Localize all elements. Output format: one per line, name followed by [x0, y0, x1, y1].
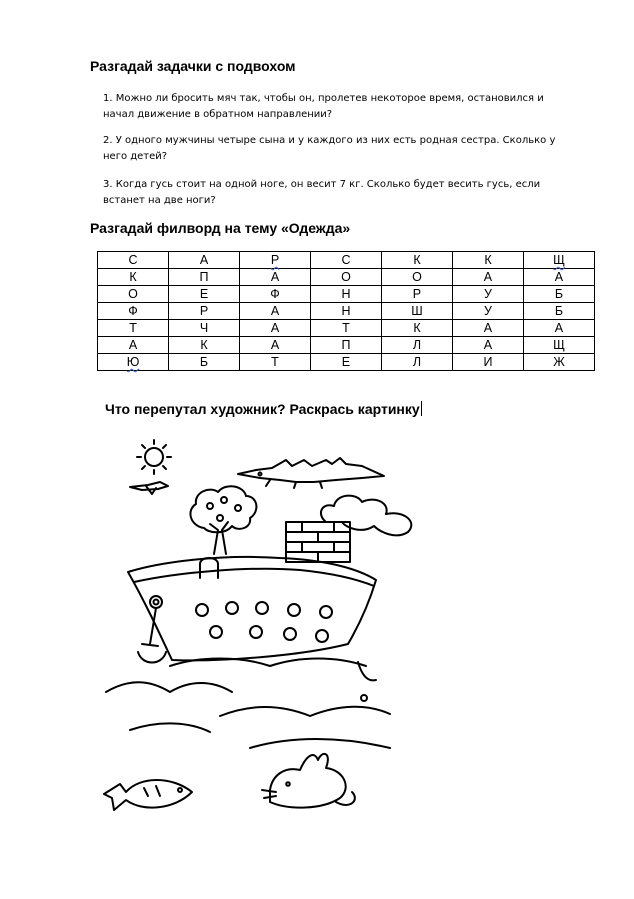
wordsearch-row	[98, 337, 595, 354]
coloring-heading	[105, 401, 422, 417]
wordsearch-cell: С	[310, 252, 381, 269]
wordsearch-row	[98, 320, 595, 337]
wordsearch-cell: Ф	[240, 286, 311, 303]
wordsearch-cell: Ю	[98, 354, 169, 371]
wordsearch-cell: А	[98, 337, 169, 354]
bird-drawing	[130, 482, 168, 494]
wordsearch-cell: Т	[310, 320, 381, 337]
wordsearch-cell: Щ	[523, 337, 594, 354]
wordsearch-row	[98, 286, 595, 303]
coloring-picture	[100, 430, 440, 842]
riddle-1: 1. Можно ли бросить мяч так, чтобы он, пролетев некоторое время, остановился и начал движение в обратном направлении?	[103, 93, 544, 120]
wordsearch-cell: К	[169, 337, 240, 354]
wordsearch-cell: О	[98, 286, 169, 303]
wordsearch-cell: А	[240, 320, 311, 337]
coloring-heading-text: Что перепутал художник? Раскрась картинку	[105, 401, 420, 417]
wordsearch-cell: К	[381, 320, 452, 337]
wordsearch-cell: К	[452, 252, 523, 269]
wordsearch-cell: У	[452, 303, 523, 320]
wordsearch-cell: Е	[310, 354, 381, 371]
wordsearch-cell: Щ	[523, 252, 594, 269]
wordsearch-cell: Ф	[98, 303, 169, 320]
wordsearch-cell: Н	[310, 286, 381, 303]
rabbit-drawing	[262, 754, 355, 808]
wordsearch-heading: Разгадай филворд на тему «Одежда»	[90, 220, 351, 236]
wordsearch-row	[98, 252, 595, 269]
riddle-3: 3. Когда гусь стоит на одной ноге, он весит 7 кг. Сколько будет весить гусь, если встанет на две ноги?	[103, 179, 541, 206]
wordsearch-row	[98, 354, 595, 371]
wordsearch-cell: А	[240, 303, 311, 320]
wordsearch-cell: А	[523, 320, 594, 337]
wordsearch-cell: С	[98, 252, 169, 269]
wordsearch-row	[98, 303, 595, 320]
wordsearch-cell: А	[523, 269, 594, 286]
wordsearch-cell: А	[452, 269, 523, 286]
crocodile-drawing	[238, 458, 384, 488]
wordsearch-cell: Р	[381, 286, 452, 303]
wordsearch-cell: А	[240, 337, 311, 354]
waves-drawing	[106, 659, 390, 749]
wordsearch-cell: Т	[240, 354, 311, 371]
wordsearch-cell: Ж	[523, 354, 594, 371]
wordsearch-cell: Е	[169, 286, 240, 303]
wordsearch-cell: П	[169, 269, 240, 286]
wordsearch-cell: А	[452, 337, 523, 354]
wordsearch-cell: Б	[523, 286, 594, 303]
wordsearch-cell: О	[381, 269, 452, 286]
wordsearch-cell: И	[452, 354, 523, 371]
wordsearch-cell: А	[169, 252, 240, 269]
wordsearch-cell: Р	[169, 303, 240, 320]
wordsearch-cell: К	[381, 252, 452, 269]
riddle-2: 2. У одного мужчины четыре сына и у каждого из них есть родная сестра. Сколько у него детей?	[103, 135, 556, 162]
wordsearch-cell: Р	[240, 252, 311, 269]
chimney-drawing	[286, 522, 350, 562]
wordsearch-cell: Б	[523, 303, 594, 320]
wordsearch-cell: А	[240, 269, 311, 286]
wordsearch-cell: Ч	[169, 320, 240, 337]
wordsearch-cell: Ш	[381, 303, 452, 320]
wordsearch-row	[98, 269, 595, 286]
tree-drawing	[190, 486, 256, 554]
wordsearch-cell: Т	[98, 320, 169, 337]
wordsearch-cell: Н	[310, 303, 381, 320]
wordsearch-cell: О	[310, 269, 381, 286]
wordsearch-cell: Л	[381, 337, 452, 354]
ship-drawing	[128, 557, 376, 701]
text-cursor	[421, 401, 422, 416]
wordsearch-cell: А	[452, 320, 523, 337]
sun-drawing	[137, 440, 171, 474]
wordsearch-cell: Л	[381, 354, 452, 371]
fish-drawing	[104, 780, 192, 810]
riddles-heading: Разгадай задачки с подвохом	[90, 58, 296, 74]
wordsearch-cell: У	[452, 286, 523, 303]
wordsearch-cell: П	[310, 337, 381, 354]
wordsearch-grid	[97, 251, 595, 371]
wordsearch-cell: К	[98, 269, 169, 286]
wordsearch-cell: Б	[169, 354, 240, 371]
